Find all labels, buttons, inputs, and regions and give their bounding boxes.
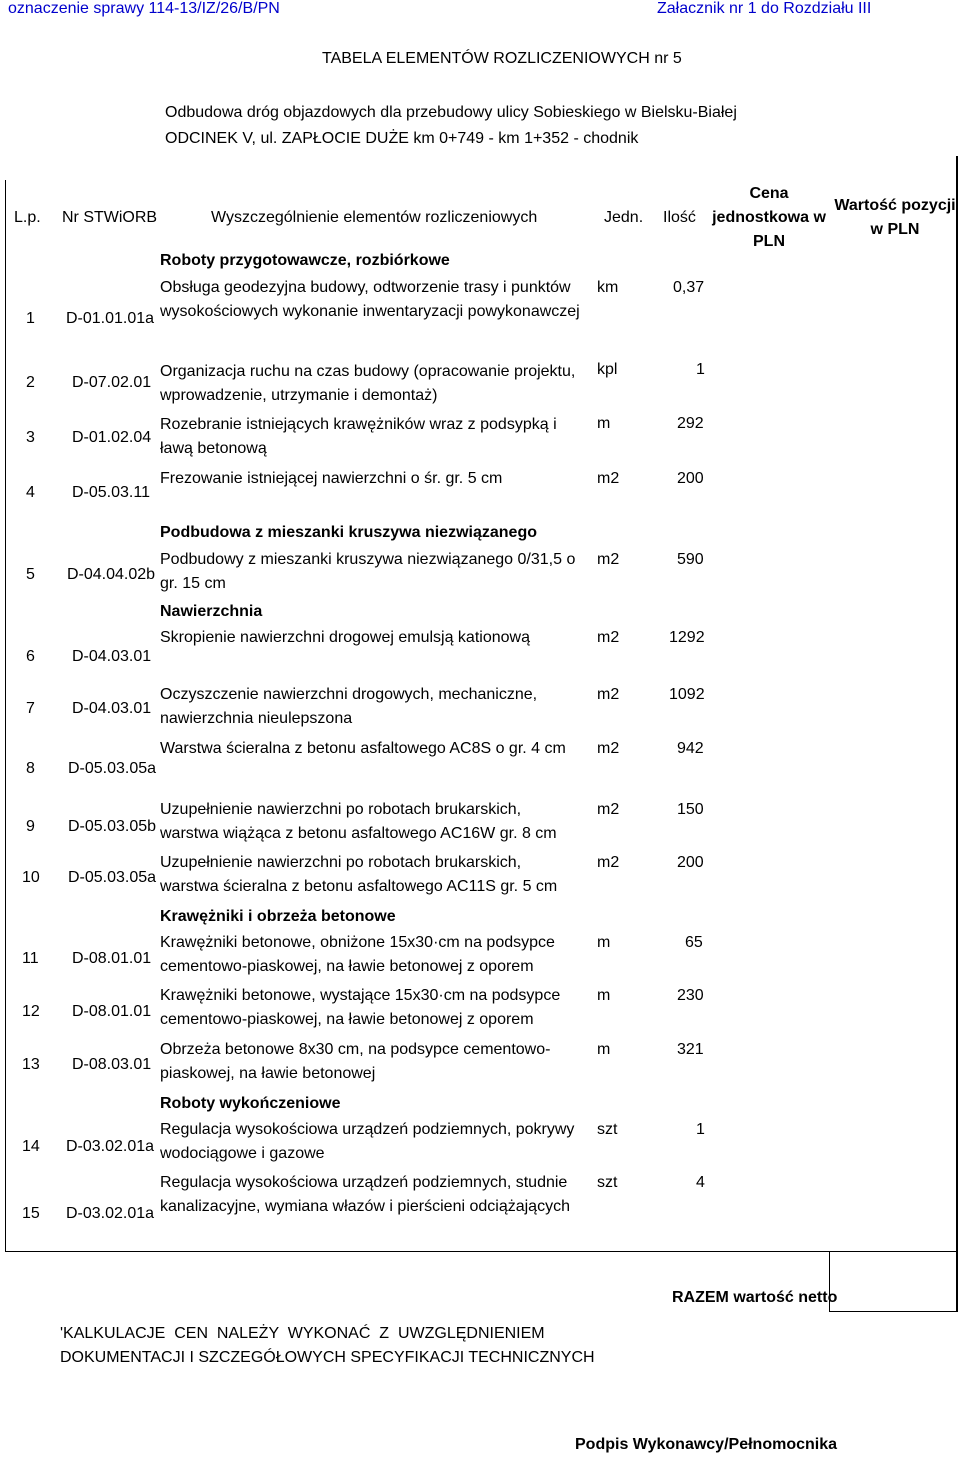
table-row-lp: 12 <box>22 1003 40 1020</box>
table-row-unit: m2 <box>597 470 620 487</box>
column-header-description: Wyszczególnienie elementów rozliczeniowych <box>211 209 538 226</box>
table-row-lp: 4 <box>26 484 35 501</box>
table-row-code: D-01.02.04 <box>72 429 152 446</box>
unit-price-line-1: Cena <box>749 185 789 202</box>
table-row-description: Regulacja wysokościowa urządzeń podziemnych, studnie kanalizacyjne, wymiana włazów i pierścieni odciążających <box>160 1174 570 1215</box>
case-number: oznaczenie sprawy 114-13/IZ/26/B/PN <box>8 0 280 17</box>
table-row-description: Krawężniki betonowe, wystające 15x30·cm na podsypce cementowo-piaskowej, na ławie betonowej z oporem <box>160 987 561 1028</box>
table-row-lp: 10 <box>22 869 40 886</box>
table-row-description: Regulacja wysokościowa urządzeń podziemnych, pokrywy wodociągowe i gazowe <box>160 1121 575 1162</box>
table-row-lp: 1 <box>26 310 35 327</box>
table-row-code: D-08.03.01 <box>72 1056 152 1073</box>
table-row-unit: m2 <box>597 801 620 818</box>
table-row-unit: m2 <box>597 551 620 568</box>
column-header-quantity: Ilość <box>663 209 696 226</box>
table-row-lp: 7 <box>26 700 35 717</box>
table-row-code: D-04.03.01 <box>72 648 152 665</box>
table-row-description: Organizacja ruchu na czas budowy (opracowanie projektu, wprowadzenie, utrzymanie i demontaż) <box>160 363 576 404</box>
document-subtitle-1: Odbudowa dróg objazdowych dla przebudowy ulicy Sobieskiego w Bielsku-Białej <box>165 104 737 121</box>
table-row-lp: 3 <box>26 429 35 446</box>
table-row-code: D-04.04.02b <box>67 566 156 583</box>
table-row-code: D-05.03.11 <box>72 484 150 501</box>
signature-label: Podpis Wykonawcy/Pełnomocnika <box>575 1436 837 1453</box>
table-row-unit: m2 <box>597 854 620 871</box>
table-row-lp: 5 <box>26 566 35 583</box>
table-row-unit: m <box>597 934 611 951</box>
table-row-lp: 14 <box>22 1138 40 1155</box>
table-row-quantity: 1092 <box>669 686 705 703</box>
table-row-quantity: 292 <box>677 415 704 432</box>
table-row-lp: 9 <box>26 818 35 835</box>
document-subtitle-2: ODCINEK V, ul. ZAPŁOCIE DUŻE km 0+749 - km 1+352 - chodnik <box>165 130 639 147</box>
table-row-description: Uzupełnienie nawierzchni po robotach brukarskich, warstwa ścieralna z betonu asfaltowego AC11S gr. 5 cm <box>160 854 558 895</box>
table-row-unit: m <box>597 1041 611 1058</box>
table-row-code: D-07.02.01 <box>72 374 152 391</box>
table-row-quantity: 150 <box>677 801 704 818</box>
table-row-lp: 8 <box>26 760 35 777</box>
table-row-unit: m <box>597 415 611 432</box>
table-row-lp: 13 <box>22 1056 40 1073</box>
table-row-unit: m <box>597 987 611 1004</box>
table-row-unit: m2 <box>597 740 620 757</box>
table-row-quantity: 1 <box>696 1121 705 1138</box>
table-row-code: D-03.02.01a <box>66 1138 155 1155</box>
column-header-stwiorb: Nr STWiORB <box>62 209 158 226</box>
table-row-quantity: 230 <box>677 987 704 1004</box>
table-row-quantity: 1 <box>696 361 705 378</box>
value-line-2: w PLN <box>870 221 920 238</box>
table-row-description: Obrzeża betonowe 8x30 cm, na podsypce cementowo-piaskowej, na ławie betonowej <box>160 1041 551 1082</box>
table-row-code: D-08.01.01 <box>72 950 152 967</box>
total-box-bottom <box>829 1311 957 1312</box>
table-row-code: D-08.01.01 <box>72 1003 152 1020</box>
section-title: Roboty przygotowawcze, rozbiórkowe <box>160 252 450 269</box>
section-title: Podbudowa z mieszanki kruszywa niezwiązanego <box>160 524 537 541</box>
table-row-unit: km <box>597 279 619 296</box>
table-row-code: D-04.03.01 <box>72 700 152 717</box>
table-row-code: D-03.02.01a <box>66 1205 155 1222</box>
table-row-quantity: 65 <box>685 934 703 951</box>
table-row-code: D-05.03.05a <box>68 760 157 777</box>
table-row-quantity: 200 <box>677 854 704 871</box>
table-row-description: Warstwa ścieralna z betonu asfaltowego AC8S o gr. 4 cm <box>160 740 566 757</box>
table-row-unit: szt <box>597 1174 618 1191</box>
table-row-quantity: 590 <box>677 551 704 568</box>
table-row-code: D-01.01.01a <box>66 310 155 327</box>
column-header-unit-price <box>712 182 826 254</box>
document-title: TABELA ELEMENTÓW ROZLICZENIOWYCH nr 5 <box>322 50 682 67</box>
unit-price-line-3: PLN <box>753 233 785 250</box>
section-title: Krawężniki i obrzeża betonowe <box>160 908 396 925</box>
table-row-lp: 2 <box>26 374 35 391</box>
table-row-description: Frezowanie istniejącej nawierzchni o śr. gr. 5 cm <box>160 470 503 487</box>
table-row-description: Oczyszczenie nawierzchni drogowych, mechaniczne, nawierzchnia nieulepszona <box>160 686 538 727</box>
table-row-lp: 6 <box>26 648 35 665</box>
table-row-description: Podbudowy z mieszanki kruszywa niezwiązanego 0/31,5 o gr. 15 cm <box>160 551 576 592</box>
table-row-quantity: 321 <box>677 1041 704 1058</box>
table-row-lp: 15 <box>22 1205 40 1222</box>
table-left-border <box>5 180 6 1252</box>
table-row-code: D-05.03.05a <box>68 869 157 886</box>
table-row-code: D-05.03.05b <box>68 818 157 835</box>
table-row-quantity: 942 <box>677 740 704 757</box>
table-row-lp: 11 <box>22 950 39 967</box>
column-header-lp: L.p. <box>14 209 41 226</box>
table-row-description: Obsługa geodezyjna budowy, odtworzenie trasy i punktów wysokościowych wykonanie inwentaryzacji powykonawczej <box>160 279 580 320</box>
table-row-unit: kpl <box>597 361 618 378</box>
table-right-border <box>956 156 958 1312</box>
column-header-unit: Jedn. <box>604 209 644 226</box>
section-title: Roboty wykończeniowe <box>160 1095 341 1112</box>
calculation-note-line-1: 'KALKULACJE CEN NALEŻY WYKONAĆ Z UWZGLĘDNIENIEM <box>60 1325 545 1342</box>
table-row-unit: m2 <box>597 686 620 703</box>
table-row-quantity: 200 <box>677 470 704 487</box>
attachment-label: Załacznik nr 1 do Rozdziału III <box>657 0 872 17</box>
section-title: Nawierzchnia <box>160 603 263 620</box>
table-row-description: Krawężniki betonowe, obniżone 15x30·cm na podsypce cementowo-piaskowej, na ławie betonowej z oporem <box>160 934 555 975</box>
table-row-quantity: 0,37 <box>673 279 705 296</box>
table-row-description: Uzupełnienie nawierzchni po robotach brukarskich, warstwa wiążąca z betonu asfaltowego AC16W gr. 8 cm <box>160 801 557 842</box>
table-bottom-border <box>5 1251 958 1252</box>
calculation-note-line-2: DOKUMENTACJI I SZCZEGÓŁOWYCH SPECYFIKACJI TECHNICZNYCH <box>60 1349 595 1366</box>
value-line-1: Wartość pozycji <box>834 197 956 214</box>
column-header-value <box>832 194 958 242</box>
table-row-unit: szt <box>597 1121 618 1138</box>
table-row-quantity: 4 <box>696 1174 705 1191</box>
table-row-description: Rozebranie istniejących krawężników wraz z podsypką i ławą betonową <box>160 416 557 457</box>
table-row-quantity: 1292 <box>669 629 705 646</box>
total-label: RAZEM wartość netto <box>672 1289 838 1306</box>
unit-price-line-2: jednostkowa w <box>712 209 826 226</box>
table-row-unit: m2 <box>597 629 620 646</box>
table-row-description: Skropienie nawierzchni drogowej emulsją kationową <box>160 629 530 646</box>
